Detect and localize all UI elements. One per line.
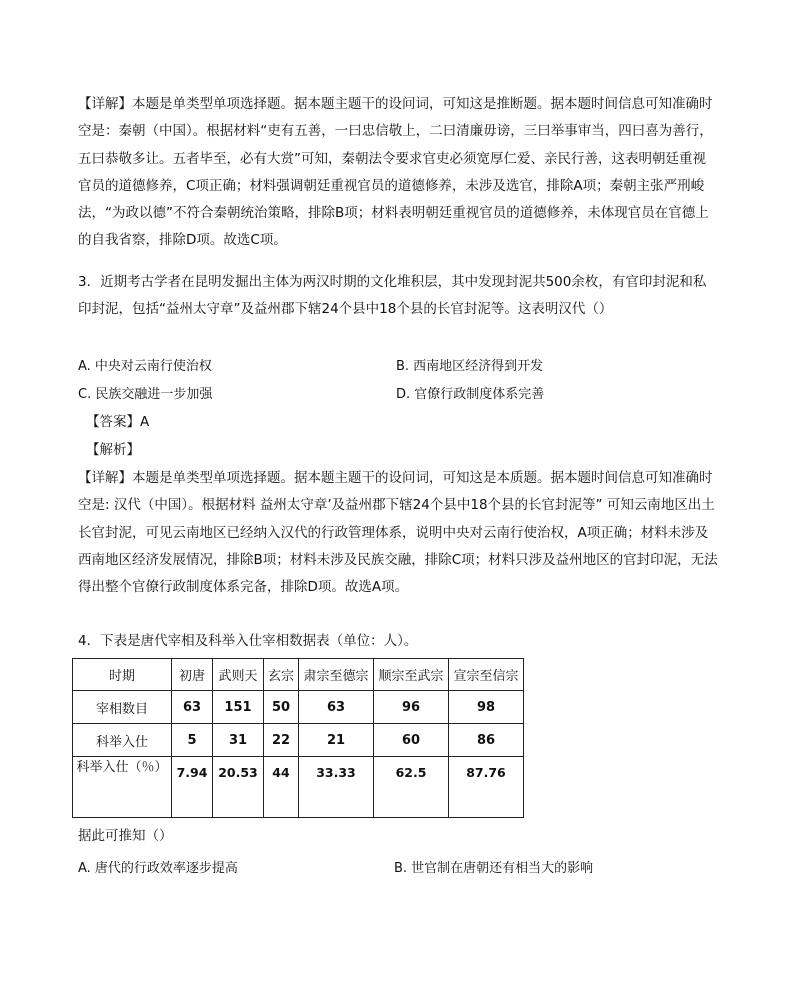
q3-explanation: 【详解】本题是单类型单项选择题。据本题主题干的设问词，可知这是本质题。据本题时间信息可知准确时空是: 汉代（中国）。根据材料 益州太守章’及益州郡下辖24个县中18个县的长官封泥等” 可知云南地区出土长官封泥，可见云南地区已经纳入汉代的行政管理体系，说明中央对云南行使治权，A项正确；材料未涉及西南地区经济发展情况，排除B项；材料未涉及民族交融，排除C项；材料只涉及益州地区的官封印泥，无法得出整个官僚行政制度体系完备，排除D项。故选A项。: [78, 470, 718, 596]
chancellor-data-table: [72, 658, 524, 818]
table-header-cell: 初唐: [172, 659, 213, 691]
q3-answer: 【答案】A: [86, 414, 150, 430]
table-cell: 5: [172, 724, 213, 757]
table-header-cell: 宣宗至信宗: [449, 659, 524, 691]
table-row-label: 科举入仕（％）: [73, 757, 172, 818]
q4-option-a: A. 唐代的行政效率逐步提高: [78, 861, 238, 876]
table-header-row: [73, 659, 524, 691]
q2-explanation: 【详解】本题是单类型单项选择题。据本题主题干的设问词，可知这是推断题。据本题时间信息可知准确时空是：秦朝（中国）。根据材料“吏有五善，一曰忠信敬上，二曰清廉毋谤，三曰举事审当，四曰喜为善行，五曰恭敬多让。五者毕至，必有大赏”可知，秦朝法令要求官吏必须宽厚仁爱、亲民行善，这表明朝廷重视官员的道德修养，C项正确；材料强调朝廷重视官员的道德修养，未涉及选官，排除A项；秦朝主张严刑峻法，“为政以德”不符合秦朝统治策略，排除B项；材料表明朝廷重视官员的道德修养，未体现官员在官德上的自我省察，排除D项。故选C项。: [78, 96, 713, 249]
table-row-label: 宰相数目: [73, 691, 172, 724]
table-row: [73, 691, 524, 724]
table-cell: 44: [264, 757, 299, 818]
table-row: [73, 724, 524, 757]
table-cell: 96: [374, 691, 449, 724]
q3-option-a: A. 中央对云南行使治权: [78, 359, 212, 374]
table-cell: 151: [213, 691, 264, 724]
q4-question: 据此可推知（）: [78, 828, 173, 844]
table-cell: 98: [449, 691, 524, 724]
table-cell: 33.33: [299, 757, 374, 818]
q3-option-b: B. 西南地区经济得到开发: [396, 359, 544, 374]
table-cell: 63: [299, 691, 374, 724]
q4-stem: 4．下表是唐代宰相及科举入仕宰相数据表（单位：人）。: [78, 633, 418, 649]
table-cell: 63: [172, 691, 213, 724]
table-row-label: 科举入仕: [73, 724, 172, 757]
table-cell: 60: [374, 724, 449, 757]
table-cell: 62.5: [374, 757, 449, 818]
table-cell: 86: [449, 724, 524, 757]
table-cell: 20.53: [213, 757, 264, 818]
q3-option-d: D. 官僚行政制度体系完善: [396, 387, 545, 402]
table-cell: 50: [264, 691, 299, 724]
q3-analysis-heading: 【解析】: [86, 442, 140, 458]
table-header-cell: 顺宗至武宗: [374, 659, 449, 691]
table-header-cell: 玄宗: [264, 659, 299, 691]
q4-option-b: B. 世官制在唐朝还有相当大的影响: [394, 861, 594, 876]
table-cell: 87.76: [449, 757, 524, 818]
table-cell: 7.94: [172, 757, 213, 818]
q3-stem: 3．近期考古学者在昆明发掘出主体为两汉时期的文化堆积层，其中发现封泥共500余枚，有官印封泥和私印封泥，包括“益州太守章”及益州郡下辖24个县中18个县的长官封泥等。这表明汉代（）: [78, 274, 707, 317]
table-cell: 21: [299, 724, 374, 757]
table-header-cell: 武则天: [213, 659, 264, 691]
table-cell: 22: [264, 724, 299, 757]
q3-option-c: C. 民族交融进一步加强: [78, 387, 213, 402]
table-row: [73, 757, 524, 818]
table-header-cell: 肃宗至德宗: [299, 659, 374, 691]
table-header-cell: 时期: [73, 659, 172, 691]
table-cell: 31: [213, 724, 264, 757]
